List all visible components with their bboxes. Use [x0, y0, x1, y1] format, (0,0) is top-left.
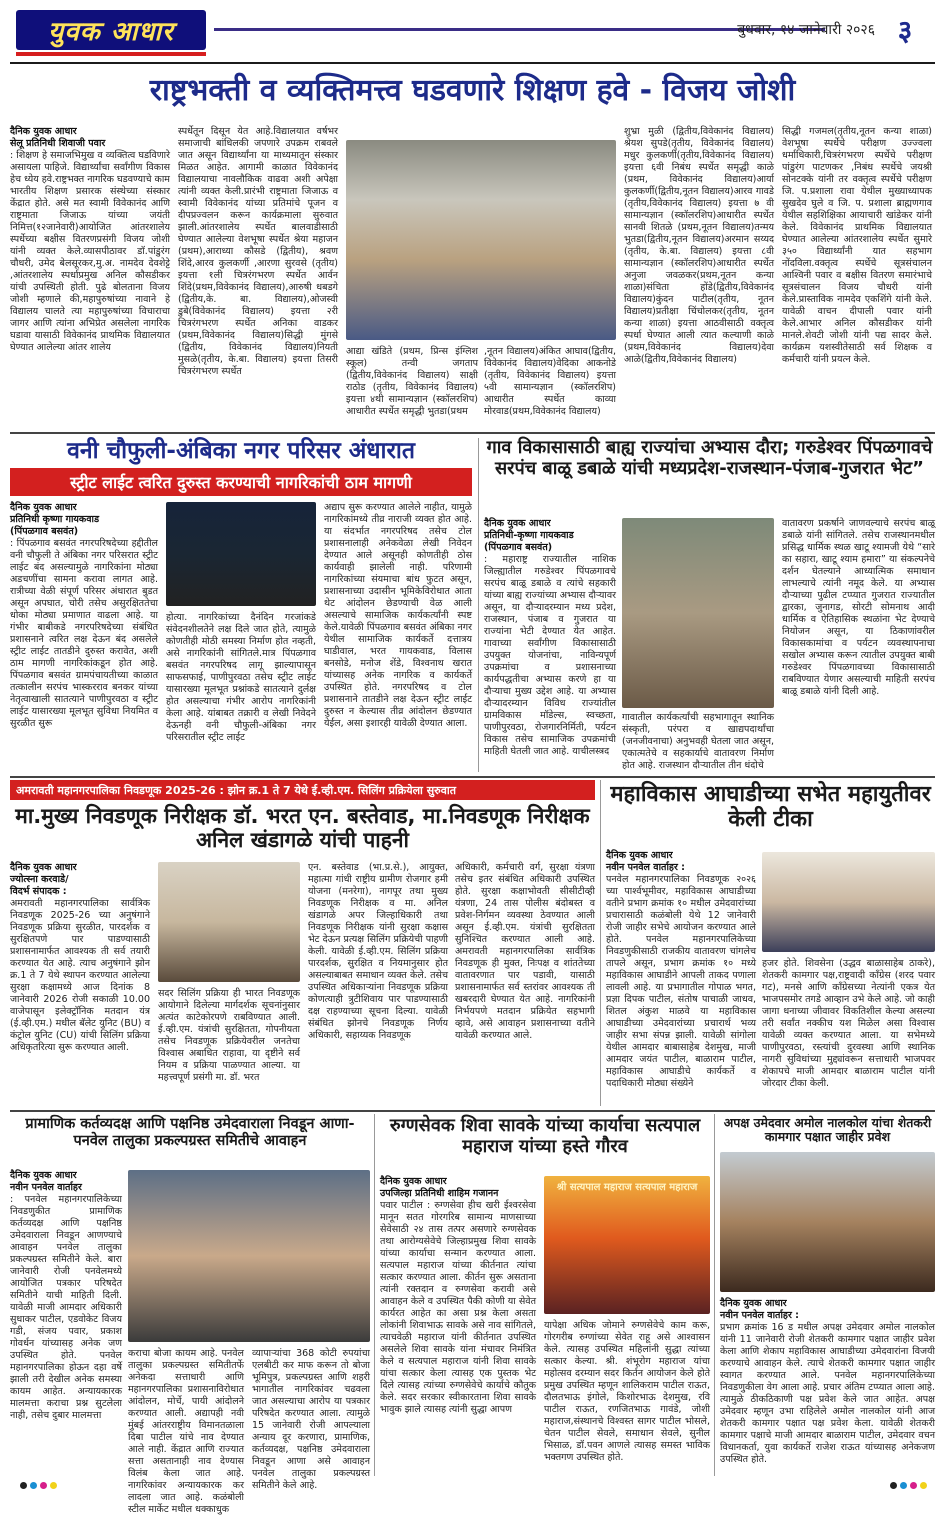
honour-col-1 [380, 1176, 536, 1474]
footer-dot [20, 1482, 27, 1489]
committee-headline: प्रामाणिक कर्तव्यदक्ष आणि पक्षनिष्ठ उमेदवाराला निवडून आणा-पनवेल तालुका प्रकल्पग्रस्त समितीचे आवाहन [25, 1116, 355, 1149]
joining-col-1-text: प्रभाग क्रमांक 16 ड मधील अपक्ष उमेदवार अमोल नालकोल यांनी 11 जानेवारी रोजी शेतकरी कामगार पक्षात जाहीर प्रवेश केला आणि शेकाप महाविकास आघाडीच्या उमेदवारांना विजयी करण्याचे आवाहन केले. त्याचे शेतकरी कामगार पक्षात जाहीर स्वागत करण्यात आले. पनवेल महानगरपालिकेच्या निवडणुकीला वेग आला आहे. प्रचार अंतिम टप्प्यात आला आहे. त्यामुळे ठीकठिकाणी पक्ष प्रवेश केले जात आहेत. अपक्ष उमेदवार म्हणून उभा राहिलेले अमोल नालकोल यांनी आज शेतकरी कामगार पक्षात पक्ष प्रवेश केला. यावेळी शेतकरी कामगार पक्षाचे माजी आमदार बाळाराम पाटील, उमेदवार वचन विधानकर्ता, युवा कार्यकर्ते राजेश राऊत यांच्यासह अनेकजण उपस्थित होते. [720, 1322, 935, 1465]
divider-v3 [374, 1114, 375, 1476]
streetlight-photo [166, 502, 316, 606]
study-tour-col-1-text: : महाराष्ट्र राज्यातील नाशिक जिल्ह्यातील गरुडेश्वर पिंपळगावचे सरपंच बाळू डबाळे व त्यांचे सहकारी यांच्या बाह्य राज्यांच्या अभ्यास दौऱ्यावर असून, या दौऱ्यादरम्यान मध्य प्रदेश, राजस्थान, पंजाब व गुजरात या राज्यांना भेटी देण्यात येत आहेत. गावाच्या सर्वांगीण विकासासाठी उपयुक्त योजनांचा, नाविन्यपूर्ण उपक्रमांचा व प्रशासनाच्या कार्यपद्धतीचा अभ्यास करणे हा या दौऱ्याचा मुख्य उद्देश आहे. या अभ्यास दौऱ्यादरम्यान विविध राज्यांतील ग्रामविकास मॉडेल्स, स्वच्छता, पाणीपुरवठा, रोजगारनिर्मिती, पर्यटन विकास तसेच सामाजिक उपक्रमांची माहिती घेतली जात आहे. याचीलस्त्रद [484, 554, 616, 757]
page-number: ३ [897, 14, 913, 47]
lead-photo-caption-2: ,नूतन विद्यालय)अंकित आघाव(द्वितीय, विवेकानंद विद्यालय)वेदिका आकनोडे (तृतीय, विवेकानंद विद्यालय) इयत्ता ५वी सामान्यज्ञान (स्कॉलरशिप) आधारीत स्पर्धेत काव्या मोरवाड(प्रथम,विवेकानंद विद्यालय) [484, 346, 616, 417]
lead-col-1 [10, 126, 170, 426]
lead-col-2: स्पर्धेतून दिसून येत आहे.विद्यालयात वर्षभर समाजाची बांधिलकी जपणारे उपक्रम राबवले जात असून विद्यार्थ्यांना या माध्यमातून संस्कार मिळत आहेत. आगामी काळात विवेकानंद विद्यालयाचा नावलौकिक वाढवा अशी अपेक्षा त्यांनी व्यक्त केली.प्रारंभी राष्ट्रमाता जिजाऊ व स्वामी विवेकानंद यांच्या प्रतिमांचे पूजन व दीपप्रज्वलन करून कार्यक्रमाला सुरुवात झाली.आंतरशालेय स्पर्धेत बालवाडीसाठी घेण्यात आलेल्या वेशभूषा स्पर्धेत श्रेया महाजन (प्रथम),आराध्या कौसडे (द्वितीय), श्रवण शिंदे,आरव कुलकर्णी ,आरणा सुरवसे (तृतीय) इयत्ता १ली चित्ररंगभरण स्पर्धेत आर्वन शिंदे(प्रथम,विवेकानंद विद्यालय),आरुषी धबडगे (द्वितीय,के. बा. विद्यालय),ओजस्वी डुबे(विवेकानंद विद्यालय) इयत्ता २री चित्ररंगभरण स्पर्धेत अनिका वाडकर (प्रथम,विवेकानंद विद्यालय)सिद्धी मुंगसे (द्वितीय, विवेकानंद विद्यालय)नियती मुसळे(तृतीय, के.बा. विद्यालय) इयत्ता तिसरी चित्ररंगभरण स्पर्धेत [178, 126, 338, 377]
streetlight-story [10, 436, 472, 774]
streetlight-headline: वनी चौफुली-अंबिका नगर परिसर अंधारात [67, 438, 415, 464]
mva-col-1-text: पनवेल महानगरपालिका निवडणूक २०२६ च्या पार्श्वभूमीवर, महाविकास आघाडीच्या वतीने प्रभाग क्रमांक १० मधील उमेदवारांच्या प्रचारासाठी कळंबोली येथे 12 जानेवारी रोजी जाहीर सभेचे आयोजन करण्यात आले होते. पनवेल महानगरपालिकेच्या निवडणुकीसाठी राजकीय वातावरण चांगलेच तापले असून, प्रभाग क्रमांक १० मध्ये महाविकास आघाडीने आपली ताकद पणाला लावली आहे. या प्रभागातील गोपाळ भगत, प्रज्ञा दिपक पाटील, संतोष पाचाळी जाधव, शितल अंकुश माळवे या महाविकास आघाडीच्या उमेदवारांच्या प्रचारार्थ भव्य जाहीर सभा संपन्न झाली. यावेळी सांगोला येथील आमदार बाबासाहेब देशमुख, माजी आमदार जयंत पाटील, बाळाराम पाटील, महाविकास आघाडीचे कार्यकर्ते व पदाधिकारी मोठ्या संख्येने [606, 874, 756, 1089]
lead-photo-caption-1: आद्या खंडिते (प्रथम, प्रिन्स इंग्लिश स्कूल) तन्वी जगताप (द्वितीय,विवेकानंद विद्यालय) साक्षी राठोड (तृतीय, विवेकानंद विद्यालय) इयत्ता ४थी सामान्यज्ञान (स्कॉलरशिप) आधारीत स्पर्धेत समृद्धी भुतडा(प्रथम [346, 346, 478, 417]
study-tour-byline: दैनिक युवक आधार प्रतिनिधी-कृष्णा गायकवाड (पिंपळगाव बसवंत) [484, 518, 574, 553]
mva-byline: दैनिक युवक आधार नवीन पनवेल वार्ताहर : [606, 850, 685, 873]
lead-headline: राष्ट्रभक्ती व व्यक्तिमत्त्व घडवणारे शिक्षण हवे - विजय जोशी [149, 73, 796, 108]
divider-v4 [714, 1114, 715, 1476]
joining-photo [720, 1152, 935, 1292]
streetlight-subhead: स्ट्रीट लाईट त्वरित दुरुस्त करण्याची नागरिकांची ठाम मागणी [10, 468, 472, 496]
mva-col-1 [606, 850, 756, 1106]
mva-headline: महाविकास आघाडीच्या सभेत महायुतीवर केली टीका [610, 782, 931, 833]
joining-headline: अपक्ष उमेदवार अमोल नालकोल यांचा शेतकरी कामगार पक्षात जाहीर प्रवेश [723, 1115, 932, 1145]
honour-col-1-text: पवार पाटील : रुग्णसेवा हीच खरी ईश्वरसेवा मानून सतत गोरगरिब सामान्य माणसाच्या सेवेसाठी २४ तास तत्पर असणारे रुग्णसेवक तथा आरोग्यसेवेचे जिल्हाप्रमुख शिवा सावके यांच्या कार्याचा सन्मान करण्यात आला. सत्यपाल महाराज यांच्या कीर्तनात त्यांचा सत्कार करण्यात आला. कीर्तन सुरू असताना त्यांनी रक्तदान व रुग्णसेवा करावी असे आवाहन केले व उपस्थित पैकी कोणी या सेवेत कार्यरत आहेत का असा प्रश्न केला असता लोकांनी शिवाभाऊ सावके असे नाव सांगितले, त्याचवेळी महाराज यांनी कीर्तनात उपस्थित असलेले शिवा सावके यांना मंचावर निमंत्रित केले व सत्यपाल महाराज यांनी शिवा सावके यांचा सत्कार केला त्यासह एक पुस्तक भेट दिले त्यासह त्यांच्या रुग्णसेवेचे कार्याचे कौतुक केले. सदर सरकार स्वीकारताना शिवा सावके भावुक झाले त्यासह त्यांनी सुद्धा आपण [380, 1200, 536, 1415]
committee-col-1-text: : पनवेल महानगरपालिकेच्या निवडणुकीत प्रामाणिक कर्तव्यदक्ष आणि पक्षनिष्ठ उमेदवाराला निवडून आणण्याचे आवाहन पनवेल तालुका प्रकल्पग्रस्त समितीने केले. बारा जानेवारी रोजी पनवेलमध्ये आयोजित पत्रकार परिषदेत समितीने याची माहिती दिली. यावेळी माजी आमदार अधिकारी सुधाकर पाटील, एडवोकेट विजय गडी, संजय पवार, प्रकाश गोवर्धन यांच्यासह अनेक जण उपस्थित होते. पनवेल महानगरपालिका होऊन दहा वर्षे झाली तरी देखील अनेक समस्या कायम आहेत. अन्यायकारक मालमत्ता कराचा प्रश्न सुटलेला नाही, तसेच दुबार मालमत्ता [10, 1194, 122, 1421]
logo-underline [16, 52, 206, 56]
footer-dot [910, 1482, 917, 1489]
committee-photo [128, 1170, 370, 1342]
footer-dot [890, 1482, 897, 1489]
lead-col-1-text: : शिक्षण हे समाजभिमुख व व्यक्तित्व घडविणारे असायला पाहिजे. विद्यार्थ्यांचा सर्वांगीण विकास हेच ध्येय हवे.राष्ट्रभक्त नागरिक घडवण्याचे काम भारतीय शिक्षण प्रसारक संस्थेच्या संस्कार केंद्रात होते. असे मत स्वामी विवेकानंद आणि राष्ट्रमाता जिजाऊ यांच्या जयंती निमित्त(१२जानेवारी)आयोजित आंतरशालेय स्पर्धेच्या बक्षीस वितरणप्रसंगी विजय जोशी यांनी व्यक्त केले.व्यासपीठावर डॉ.पांडुरंग चौधरी, उमेद बेलसूरकर,मु.अ. नामदेव देवशेट्टे ,आंतरशालेय स्पर्धाप्रमुख अनिल कौसडीकर यांची उपस्थिती होती. पुढे बोलताना विजय जोशी म्हणाले की,महापुरुषांच्या नावाने हे विद्यालय चालते त्या महापुरुषांच्या विचाराचा जागर आणि त्यांना अभिप्रेत असलेला नागरिक घडावा यासाठी विवेकानंद प्राथमिक विद्यालयात घेण्यात आलेल्या आंतर शालेय [10, 150, 170, 353]
evm-story [10, 802, 595, 1108]
footer-dot [900, 1482, 907, 1489]
mva-story [606, 780, 935, 1108]
newspaper-logo: युवक आधार [16, 10, 206, 50]
streetlight-col-2: होत्या. नागरिकांच्या दैनंदिन गरजांकडे संवेदनशीलतेने लक्ष दिले जात होते, त्यामुळे कोणतीही मोठी समस्या निर्माण होत नव्हती, असे नागरिकांनी सांगितले.मात्र पिंपळगाव बसवंत नगरपरिषद लागू झाल्यापासून साफसफाई, पाणीपुरवठा तसेच स्ट्रीट लाईट यासारख्या मूलभूत प्रश्नांकडे सातत्याने दुर्लक्ष होत असल्याचा गंभीर आरोप नागरिकांनी केला आहे. यांबाबत तक्रारी व लेखी निवेदने देऊनही वनी चौफुली-अंबिका नगर परिसरातील स्ट्रीट लाईट [166, 612, 316, 743]
streetlight-col-1 [10, 502, 158, 772]
divider-v2 [600, 780, 601, 1106]
footer-dot [50, 1482, 57, 1489]
study-tour-col-1 [484, 518, 616, 774]
evm-headline: मा.मुख्य निवडणूक निरीक्षक डॉ. भरत एन. बस्तेवाड, मा.निवडणूक निरीक्षक अनिल खंडागळे यांची पाहनी [15, 804, 590, 853]
lead-photo [346, 140, 616, 340]
footer-dot [920, 1482, 927, 1489]
divider-v1 [478, 438, 479, 772]
masthead-rule [214, 28, 825, 31]
joining-story [720, 1114, 935, 1476]
lead-story [10, 70, 935, 430]
mva-photo [762, 852, 935, 952]
honour-headline: रुग्णसेवक शिवा सावके यांच्या कार्याचा सत्यपाल महाराज यांच्या हस्ते गौरव [389, 1115, 701, 1157]
joining-byline: दैनिक युवक आधार नवीन पनवेल वार्ताहर : [720, 1298, 799, 1321]
issue-date: बुधवार, १४ जानेवारी २०२६ [737, 22, 875, 38]
evm-col-2: सदर सिलिंग प्रक्रिया ही भारत निवडणूक आयोगाने दिलेल्या मार्गदर्शक सूचनांनुसार अत्यंत काटेकोरपणे राबविण्यात आली. ई.व्ही.एम. यंत्रांची सुरक्षितता, गोपनीयता तसेच निवडणूक प्रक्रियेवरील जनतेचा विश्वास अबाधित राहावा, या दृष्टीने सर्व नियम व प्रक्रिया पाळण्यात आल्या. या महत्त्वपूर्ण प्रसंगी मा. डॉ. भरत [158, 988, 300, 1083]
honour-photo-banner-text: श्री सत्यपाल महाराज सत्यपाल महाराज [556, 1182, 698, 1193]
evm-col-1-text: अमरावती महानगरपालिका सार्वत्रिक निवडणूक 2025-26 च्या अनुषंगाने निवडणूक प्रक्रिया सुरळीत, पारदर्शक व सुरक्षितपणे पार पाडण्यासाठी प्रशासनामार्फत आवश्यक ती सर्व तयारी करण्यात येत आहे. त्याच अनुषंगाने झोन क्र.1 ते 7 येथे स्थापन करण्यात आलेल्या सुरक्षा कक्षामध्ये आज दिनांक 8 जानेवारी 2026 रोजी सकाळी 10.00 वाजेपासून इलेक्ट्रॉनिक मतदान यंत्र (ई.व्ही.एम.) मधील बॅलेट युनिट (BU) व कंट्रोल युनिट (CU) यांची सिलिंग प्रक्रिया अधिकृतरित्या सुरू करण्यात आली. [10, 898, 150, 1053]
evm-col-4: अधिकारी, कर्मचारी वर्ग, सुरक्षा यंत्रणा तसेच इतर संबंधित अधिकारी उपस्थित होते. सुरक्षा कक्षाभोवती सीसीटीव्ही यंत्रणा, 24 तास पोलीस बंदोबस्त व प्रवेश-निर्गमन व्यवस्था ठेवण्यात आली असून ई.व्ही.एम. यंत्रांची सुरक्षितता सुनिश्चित करण्यात आली आहे. अमरावती महानगरपालिका सार्वत्रिक निवडणूक ही मुक्त, निःपक्ष व शांततेच्या वातावरणात पार पडावी, यासाठी प्रशासनामार्फत सर्व स्तरांवर आवश्यक ती खबरदारी घेण्यात येत आहे. नागरिकांनी निर्भयपणे मतदान प्रक्रियेत सहभागी व्हावे, असे आवाहन प्रशासनाच्या वतीने यावेळी करण्यात आले. [455, 862, 595, 1041]
committee-story [10, 1114, 370, 1515]
footer [0, 1478, 945, 1494]
streetlight-col-1-text: : पिंपळगाव बसवंत नगरपरिषदेच्या हद्दीतील वनी चौफुली ते अंबिका नगर परिसरात स्ट्रीट लाईट बंद असल्यामुळे नागरिकांना मोठ्या अडचणींचा सामना करावा लागत आहे. रात्रीच्या वेळी संपूर्ण परिसर अंधारात बुडत असून अपघात, चोरी तसेच असुरक्षिततेचा धोका मोठ्या प्रमाणात वाढला आहे. या गंभीर बाबीकडे नगरपरिषदेच्या संबंधित प्रशासनाने त्वरित लक्ष देऊन बंद असलेले स्ट्रीट लाईट तातडीने दुरुस्त करावेत, अशी ठाम मागणी नागरिकांकडून होत आहे. पिंपळगाव बसवंत ग्रामपंचायतीच्या काळात तत्कालीन सरपंच भास्करराव बनकर यांच्या नेतृत्वाखाली सातत्याने पाणीपुरवठा व स्ट्रीट लाईट यासारख्या मूलभूत सुविधा नियमित व सुरळीत सुरू [10, 538, 158, 729]
honour-col-2: यापेक्षा अधिक जोमाने रुग्णसेवेचे काम करू, गोरगरीब रुग्णांच्या सेवेत राहू असे आश्वासन केले. त्यासह उपस्थित महिलांनी सुद्धा त्यांच्या सत्कार केल्या. श्री. शंभूरोग महाराज यांचा महोत्सव दरम्यान सदर किर्तन आयोजन केले होते प्रमुख उपस्थित म्हणून शालिकराम पाटील राऊत, दौलतभाऊ इंगोले, किशोरभाऊ देशमुख, रवि पाटील राऊत, रणजितभाऊ गावंडे, जोशी महाराज,संस्थानचे विश्वस्त सागर पाटील भोसले, चेतन पाटील सेवले, समाधान सेवले, सुनील भिसाळ, डॉ.पवन आणले त्यासह समस्त भाविक भक्तगण उपस्थित होते. [544, 1320, 710, 1463]
mva-col-2: हजर होते. शिवसेना (उद्धव बाळासाहेब ठाकरे), शेतकरी कामगार पक्ष,राष्ट्रवादी काँग्रेस (शरद पवार गट), मनसे आणि काँग्रेसच्या नेत्यांनी एकत्र येत भाजपसमोर तगडे आव्हान उभे केले आहे. जो काही जागा धनाच्या जीवावर विकतिशील केल्या असल्या तरी सर्वांत नक्कीच यश मिळेल असा विश्वास यावेळी व्यक्त करण्यात आला. या सभेमध्ये पाणीपुरवठा, रस्त्यांची दुरवस्था आणि स्थानिक नागरी सुविधांच्या मुद्द्यांवरून सत्ताधारी भाजपवर शेकापचे माजी आमदार बाळाराम पाटील यांनी जोरदार टीका केली. [762, 958, 935, 1089]
study-tour-col-2: वातावरण प्रकर्षाने जाणवल्याचे सरपंच बाळू डबाळे यांनी सांगितले. तसेच राजस्थानमधील प्रसिद्ध धार्मिक स्थळ खाटू श्यामजी येथे “सारे का सहारा, खाटू श्याम हमारा” या संकल्पनेचे दर्शन घेतल्याने आध्यात्मिक समाधान लाभल्याचे त्यांनी नमूद केले. या अभ्यास दौऱ्याच्या पुढील टप्प्यात गुजरात राज्यातील द्वारका, जुनागड, सोरटी सोमनाथ आदी धार्मिक व ऐतिहासिक स्थळांना भेट देण्याचे नियोजन असून, या ठिकाणांवरील विकासकामांचा व पर्यटन व्यवस्थापनाचा सखोल अभ्यास करून त्यातील उपयुक्त बाबी गरुडेश्वर पिंपळगावच्या विकासासाठी राबविण्यात येणार असल्याची माहिती सरपंच बाळू डबाळे यांनी दिली आहे. [782, 518, 935, 697]
evm-photo [158, 862, 300, 982]
committee-col-1 [10, 1170, 122, 1474]
streetlight-col-3: अद्याप सुरू करण्यात आलेले नाहीत, यामुळे नागरिकांमध्ये तीव्र नाराजी व्यक्त होत आहे. या संदर्भात नगरपरिषद तसेच टोल प्रशासनालाही अनेकवेळा लेखी निवेदन देण्यात आले असूनही कोणतीही ठोस कार्यवाही झालेली नाही. परिणामी नागरिकांच्या संयमाचा बांध फुटत असून, प्रशासनाच्या उदासीन भूमिकेविरोधात आता थेट आंदोलन छेडण्याची वेळ आली असल्याचे सामाजिक कार्यकर्त्यांनी स्पष्ट केले.यावेळी पिंपळगाव बसवंत अंबिका नगर येथील सामाजिक कार्यकर्ते दत्तात्रय घाडीवाल, भरत गायकवाड, विलास बनसोडे, मनोज शेंडे, विश्वनाथ खरात यांच्यासह अनेक नागरिक व कार्यकर्ते उपस्थित होते. नगरपरिषद व टोल प्रशासनाने तातडीने लक्ष देऊन स्ट्रीट लाईट दुरुस्त न केल्यास तीव्र आंदोलन छेडण्यात येईल, असा इशारही यावेळी देण्यात आला. [324, 502, 472, 729]
masthead [10, 8, 935, 64]
divider-2 [10, 776, 935, 778]
election-ticker: अमरावती महानगरपालिका निवडणूक 2025-26 : झोन क्र.1 ते 7 येथे ई.व्ही.एम. सिलिंग प्रक्रियेला सुरुवात [10, 780, 595, 800]
divider-1 [10, 432, 935, 434]
evm-col-3: एन. बस्तेवाड (भा.प्र.से.), आयुक्त, महात्मा गांधी राष्ट्रीय ग्रामीण रोजगार हमी योजना (मनरेगा), नागपूर तथा मुख्य निवडणूक निरीक्षक व मा. अनिल खंडागळे अपर जिल्हाधिकारी तथा निवडणूक निरीक्षक यांनी सुरक्षा कक्षास भेट देऊन प्रत्यक्ष सिलिंग प्रक्रियेची पाहणी केली. यावेळी ई.व्ही.एम. सिलिंग प्रक्रिया पारदर्शक, सुरक्षित व नियमानुसार होत असल्याबाबत समाधान व्यक्त केले. तसेच उपस्थित अधिकाऱ्यांना निवडणूक प्रक्रिया कोणत्याही त्रुटीशिवाय पार पाडण्यासाठी दक्ष राहण्याच्या सूचना दिल्या. यावेळी संबंधित झोनचे निवडणूक निर्णय अधिकारी, सहाय्यक निवडणूक [308, 862, 448, 1041]
footer-dot [40, 1482, 47, 1489]
lead-col-4: सिद्धी गजमल(तृतीय,नूतन कन्या शाळा) वेशभूषा स्पर्धेचे परीक्षण उज्ज्वला धर्माधिकारी,चित्ररंगभरण स्पर्धेचे परीक्षण पांडुरंग पाटणकर ,निबंध स्पर्धेचे जयश्री सोनटक्के यांनी तर वक्तृत्व स्पर्धेचे परीक्षण जि. प.प्रशाला रावा येथील मुख्याध्यापक सुखदेव घुले व जि. प. प्रशाला ब्राह्मणगाव येथील सहशिक्षिका आयाचारी खांडेकर यांनी केले. विवेकानंद प्राथमिक विद्यालयात घेण्यात आलेल्या आंतरशालेय स्पर्धेत सुमारे ३५० विद्यार्थ्यांनी यात सहभाग नोंदविला.वक्तृत्व स्पर्धेचे सूत्रसंचालन आश्विनी पवार व बक्षीस वितरण समारंभाचे सूत्रसंचालन विजय चौधरी यांनी केले.प्रास्ताविक नामदेव एकशिंगे यांनी केले. यावेळी वाचन दीपाली पवार यांनी केले.आभार अनिल कौसडीकर यांनी मानले.शेवटी जोशी यांनी पद्य सादर केले. कार्यक्रम यशस्वीतेसाठी सर्व शिक्षक व कर्मचारी यांनी प्रयत्न केले. [782, 126, 932, 365]
study-tour-headline: गाव विकासासाठी बाह्य राज्यांचा अभ्यास दौरा; गरुडेश्वर पिंपळगावचे सरपंच बाळू डबाळे यांची मध्यप्रदेश-राजस्थान-पंजाब-गुजरात भेट” [486, 437, 933, 479]
committee-col-2: कराचा बोजा कायम आहे. पनवेल तालुका प्रकल्पग्रस्त समितीतर्फे अनेकदा सत्ताधारी आणि महानगरपालिका प्रशासनाविरोधात आंदोलन, मोर्चे, पायी आंदोलने करण्यात आली. अद्यापही नवी मुंबई आंतरराष्ट्रीय विमानतळाला दिबा पाटील यांचे नाव देण्यात आले नाही. केंद्रात आणि राज्यात सत्ता असतानाही नाव देण्यास विलंब केला जात आहे. नागरिकांवर अन्यायकारक कर लादला जात आहे. कळंबोली स्टील मार्केट मधील धक्काधुक [128, 1348, 244, 1515]
evm-byline: दैनिक युवक आधार ज्योत्स्ना करवाडे/ विदर्भ संपादक : [10, 862, 77, 897]
evm-col-1 [10, 862, 150, 1106]
study-tour-caption: गावातील कार्यकर्त्यांची सहभागातून स्थानिक संस्कृती, परंपरा व खाद्यपदार्थांचा (जनजीवनाचा) अनुभवही घेतला जात असून, एकात्मतेचे व सहकार्याचे वातावरण निर्माण होत आहे. राजस्थान दौऱ्यातील तीन धंदोचे [622, 712, 774, 771]
committee-col-3: व्यापाऱ्यांचा 368 कोटी रुपयांचा एलबीटी कर माफ करून तो बोजा भूमिपुत्र, प्रकल्पग्रस्त आणि शहरी भागातील नागरिकांवर चढवला जात असल्याचा आरोप या पत्रकार परिषदेत करण्यात आला. त्यामुळे 15 जानेवारी रोजी आपल्याला अन्याय दूर करणारा, प्रामाणिक, कर्तव्यदक्ष, पक्षनिष्ठ उमेदवाराला निवडून आणा असे आवाहन पनवेल तालुका प्रकल्पग्रस्त समितीने केले आहे. [252, 1348, 370, 1491]
committee-byline: दैनिक युवक आधार नवीन पनवेल वार्ताहर [10, 1170, 82, 1193]
streetlight-byline: दैनिक युवक आधार प्रतिनिधी कृष्णा गायकवाड (पिंपळगाव बसवंत) [10, 502, 100, 537]
honour-story [380, 1114, 710, 1476]
study-tour-story [484, 436, 935, 774]
study-tour-photo [622, 518, 774, 708]
lead-col-3: शुभ्रा मुळी (द्वितीय,विवेकानंद विद्यालय) श्रेयश सुपडे(तृतीय, विवेकानंद विद्यालय) मधुर कुलकर्णी(तृतीय,विवेकानंद विद्यालय) इयत्ता ६वी निबंध स्पर्धेत समृद्धी काळे (प्रथम, विवेकानंद विद्यालय)आर्या कुलकर्णी(द्वितीय,नूतन विद्यालय)आरव गावडे (तृतीय,विवेकानंद विद्यालय) इयत्ता ७ वी सामान्यज्ञान (स्कॉलरशिप)आधारीत स्पर्धेत सानवी शितळे (प्रथम,नूतन विद्यालय)तन्मय भुतडा(द्वितीय,नूतन विद्यालय)अरमान सय्यद (तृतीय, के.बा. विद्यालय) इयत्ता ८वी सामान्यज्ञान (स्कॉलरशिप)आधारीत स्पर्धेत अनुजा जवळकर(प्रथम,नूतन कन्या शाळा)संचिता होंडे(द्वितीय,विवेकानंद विद्यालय)कुंदन पाटील(तृतीय, नूतन विद्यालय)प्रतीक्षा चिंचोलकर(तृतीय, नूतन कन्या शाळा) इयत्ता आठवीसाठी वक्तृत्व स्पर्धा घेण्यात आली त्यात कल्याणी काळे (प्रथम,विवेकानंद विद्यालय)देवा आळे(द्वितीय,विवेकानंद विद्यालय) [624, 126, 774, 365]
honour-byline: दैनिक युवक आधार उपजिल्हा प्रतिनिधी शाहिम गजानन [380, 1176, 499, 1199]
lead-byline: दैनिक युवक आधार सेलू प्रतिनिधी शिवाजी पवार [10, 126, 106, 149]
divider-3 [10, 1110, 935, 1112]
honour-photo [544, 1176, 710, 1314]
footer-dot [30, 1482, 37, 1489]
joining-col-1 [720, 1298, 935, 1474]
